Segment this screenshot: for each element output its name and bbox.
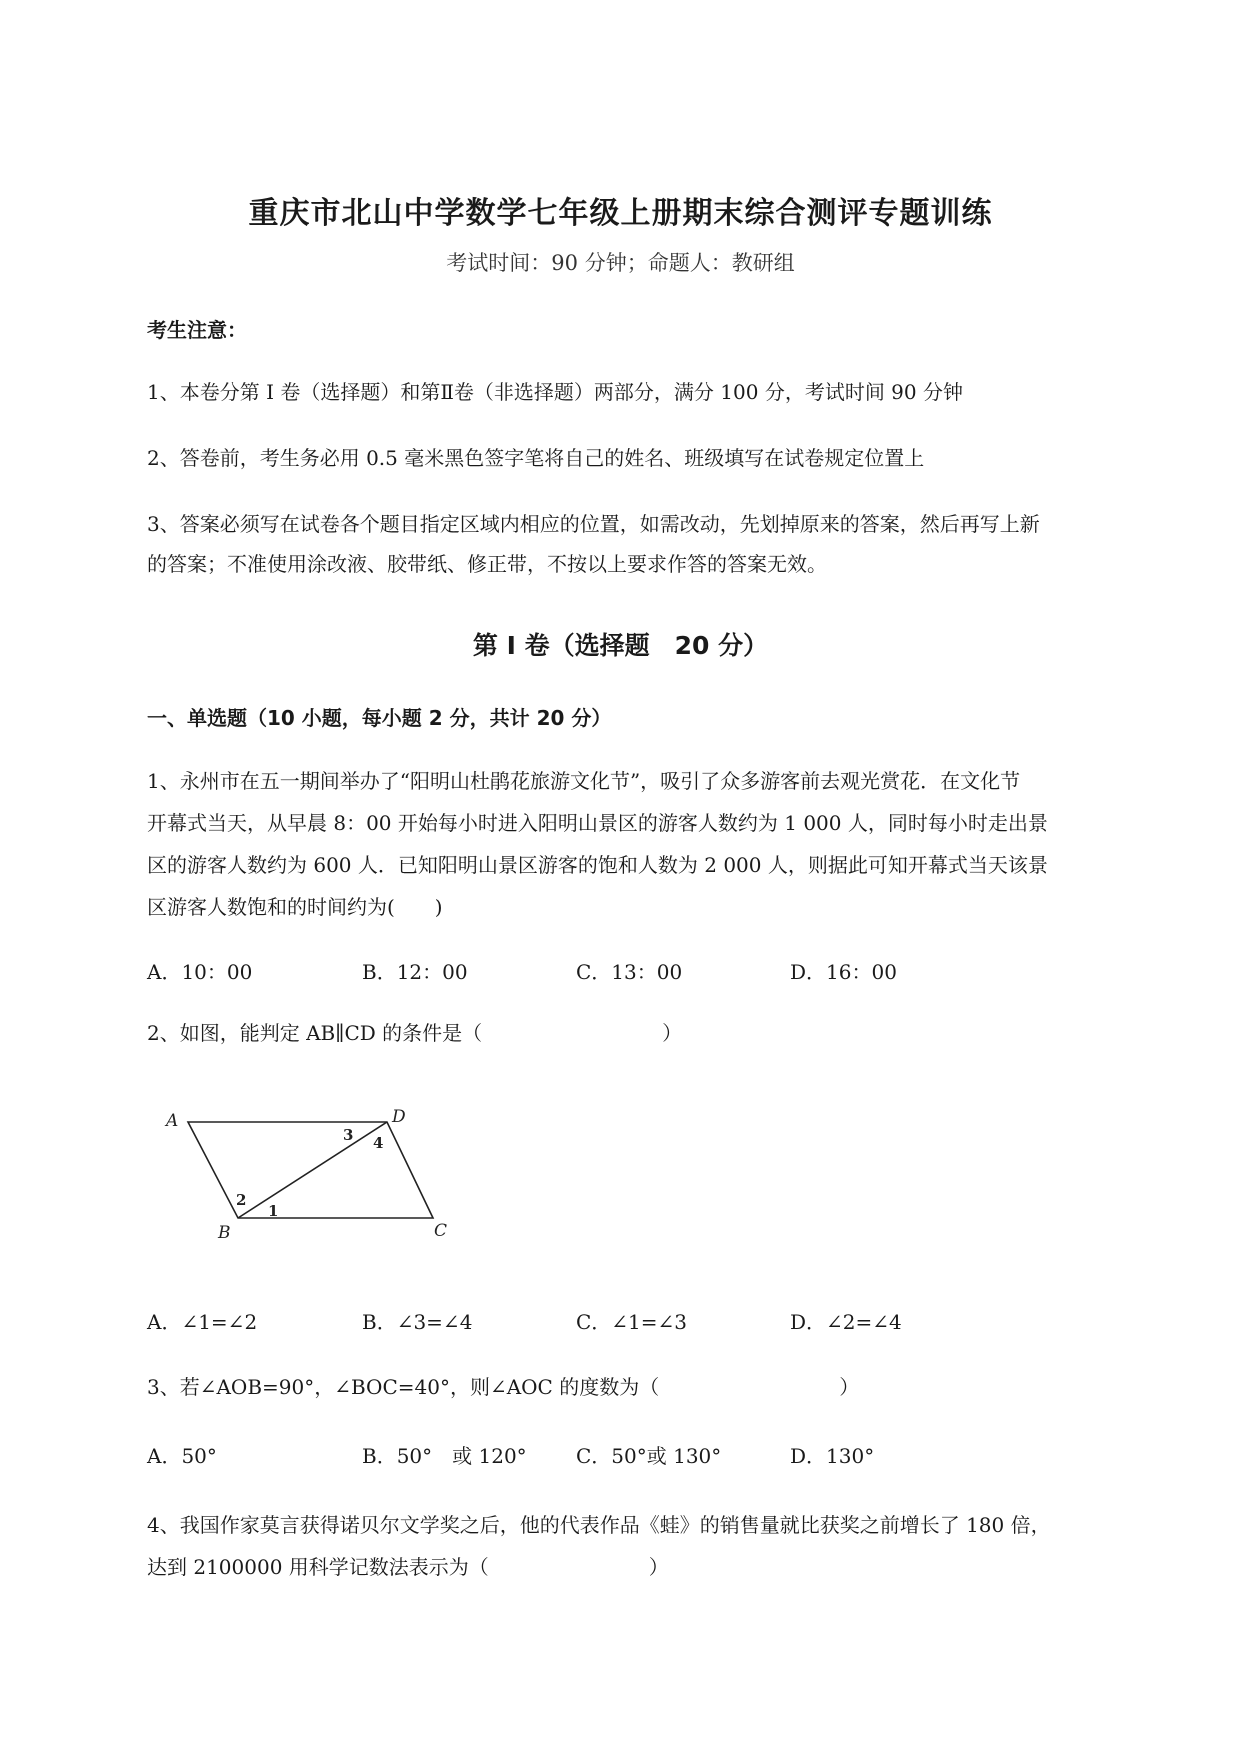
q2-option-a[interactable]: A．∠1=∠2 [147, 1310, 258, 1334]
q2-option-d[interactable]: D．∠2=∠4 [790, 1310, 902, 1334]
q1-line-1: 1、永州市在五一期间举办了“阳明山杜鹃花旅游文化节”，吸引了众多游客前去观光赏花．在文化节 [147, 769, 1021, 793]
label-angle-4: 4 [373, 1134, 384, 1152]
label-angle-2: 2 [236, 1191, 247, 1209]
q4-line-2: 达到 2100000 用科学记数法表示为（ ） [147, 1555, 669, 1579]
q1-option-b[interactable]: B．12：00 [362, 960, 468, 984]
notice-item-2: 2、答卷前，考生务必用 0.5 毫米黑色签字笔将自己的姓名、班级填写在试卷规定位置上 [147, 446, 925, 470]
label-b: B [218, 1223, 231, 1243]
q2-option-b[interactable]: B．∠3=∠4 [362, 1310, 473, 1334]
q1-line-3: 区的游客人数约为 600 人．已知阳明山景区游客的饱和人数为 2 000 人，则据此可知开幕式当天该景 [147, 853, 1048, 877]
notice-item-3-line-2: 的答案；不准使用涂改液、胶带纸、修正带，不按以上要求作答的答案无效。 [147, 552, 827, 576]
diagonal-bd [238, 1122, 387, 1218]
q1-line-4: 区游客人数饱和的时间约为( ) [147, 895, 443, 919]
q3-option-c[interactable]: C．50°或 130° [576, 1444, 722, 1468]
q3-stem: 3、若∠AOB=90°，∠BOC=40°，则∠AOC 的度数为（ ） [147, 1375, 860, 1399]
label-c: C [434, 1221, 448, 1241]
label-angle-3: 3 [343, 1126, 354, 1144]
part-heading: 一、单选题（10 小题，每小题 2 分，共计 20 分） [147, 706, 612, 730]
section-title: 第 I 卷（选择题 20 分） [472, 631, 769, 660]
parallelogram-figure [160, 1108, 460, 1258]
label-d: D [392, 1108, 406, 1127]
q1-option-d[interactable]: D．16：00 [790, 960, 897, 984]
q2-option-c[interactable]: C．∠1=∠3 [576, 1310, 688, 1334]
label-a: A [166, 1111, 179, 1131]
notice-item-3-line-1: 3、答案必须写在试卷各个题目指定区域内相应的位置，如需改动，先划掉原来的答案，然后再写上新 [147, 512, 1040, 536]
q1-option-c[interactable]: C．13：00 [576, 960, 683, 984]
exam-info: 考试时间：90 分钟；命题人：教研组 [446, 251, 795, 275]
q3-option-a[interactable]: A．50° [147, 1444, 217, 1468]
q4-line-1: 4、我国作家莫言获得诺贝尔文学奖之后，他的代表作品《蛙》的销售量就比获奖之前增长了 180 倍， [147, 1513, 1051, 1537]
parallelogram-outline [188, 1122, 433, 1218]
q2-stem: 2、如图，能判定 AB∥CD 的条件是（ ） [147, 1021, 683, 1045]
q1-option-a[interactable]: A．10：00 [147, 960, 253, 984]
label-angle-1: 1 [268, 1202, 279, 1220]
q3-option-b[interactable]: B．50° 或 120° [362, 1444, 527, 1468]
q1-line-2: 开幕式当天，从早晨 8：00 开始每小时进入阳明山景区的游客人数约为 1 000 人，同时每小时走出景 [147, 811, 1048, 835]
notice-heading: 考生注意： [147, 318, 247, 342]
page-title: 重庆市北山中学数学七年级上册期末综合测评专题训练 [248, 196, 993, 231]
notice-item-1: 1、本卷分第 I 卷（选择题）和第Ⅱ卷（非选择题）两部分，满分 100 分，考试时间 90 分钟 [147, 380, 963, 404]
q3-option-d[interactable]: D．130° [790, 1444, 875, 1468]
